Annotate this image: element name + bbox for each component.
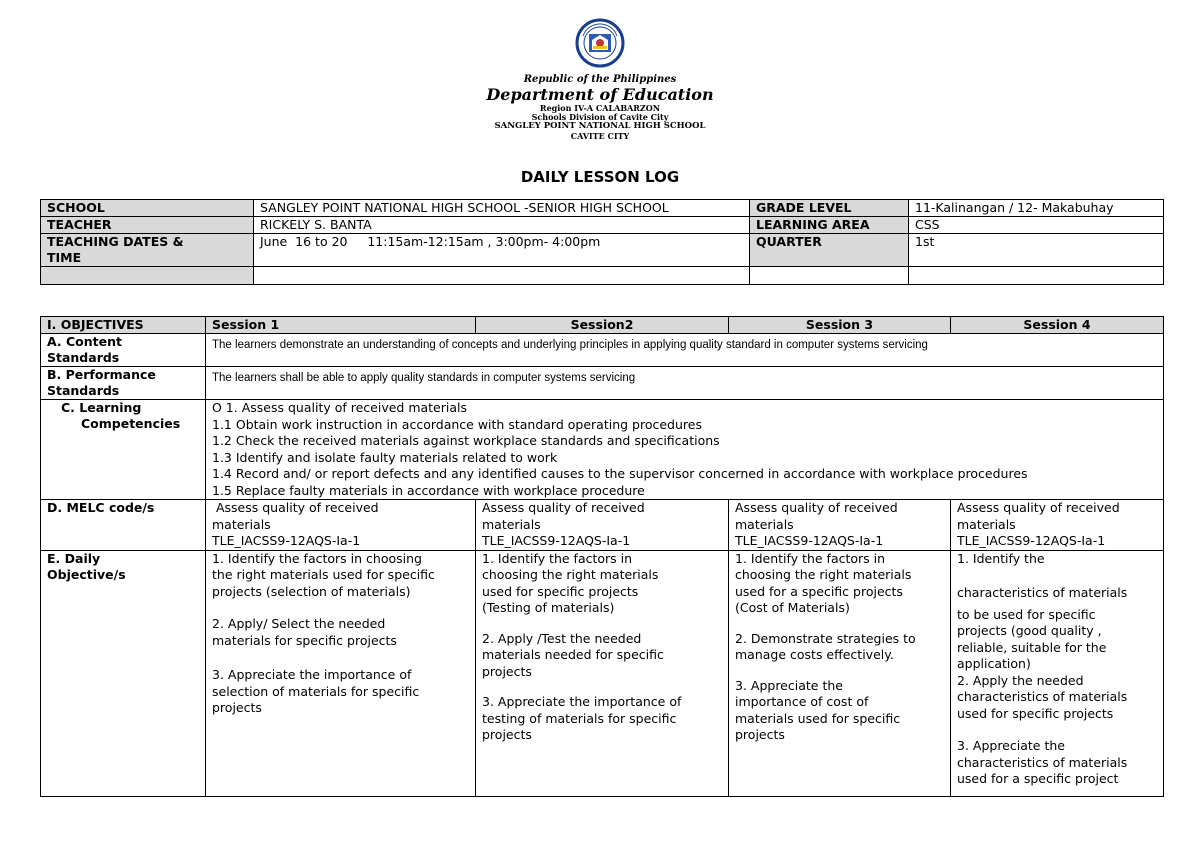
objective-line: testing of materials for specific [482, 710, 677, 726]
empty-cell [909, 267, 1164, 285]
melc-text: materials [212, 516, 271, 532]
content-label-line2: Standards [47, 350, 120, 365]
melc-session-1 [206, 500, 476, 551]
objective-line: materials for specific projects [212, 632, 397, 648]
daily-objectives-label [41, 550, 206, 796]
content-standards-value: The learners demonstrate an understanding of concepts and underlying principles in applying quality standard in computer systems servicing [206, 334, 1164, 367]
melc-code: TLE_IACSS9-12AQS-Ia-1 [212, 533, 361, 548]
melc-session-4 [951, 500, 1164, 551]
objective-line: used for a specific project [957, 771, 1119, 786]
session-4-header: Session 4 [951, 317, 1164, 334]
melc-text: Assess quality of received [957, 500, 1120, 515]
empty-cell [254, 267, 750, 285]
republic-line: Republic of the Philippines [523, 74, 677, 85]
melc-label: D. MELC code/s [41, 500, 206, 551]
melc-code: TLE_IACSS9-12AQS-Ia-1 [957, 533, 1106, 548]
document-header [0, 18, 1200, 140]
school-value: SANGLEY POINT NATIONAL HIGH SCHOOL -SENIOR HIGH SCHOOL [254, 200, 750, 217]
content-standards-label [41, 334, 206, 367]
competencies-label-line1: C. Learning [61, 400, 142, 415]
melc-text: Assess quality of received [735, 500, 898, 515]
melc-text: materials [482, 516, 541, 532]
competencies-label-line2: Competencies [81, 416, 181, 431]
quarter-value: 1st [909, 234, 1164, 267]
daily-session-4 [951, 550, 1164, 796]
objective-line: characteristics of materials [957, 689, 1128, 704]
objective-line: 3. Appreciate the importance of [482, 694, 682, 709]
dates-label [41, 234, 254, 267]
objective-line: selection of materials for specific [212, 683, 420, 699]
competency-item: 1.3 Identify and isolate faulty materials related to work [212, 449, 558, 465]
daily-label-line2: Objective/s [47, 566, 126, 582]
competency-item: 1.5 Replace faulty materials in accordance with workplace procedure [212, 482, 645, 498]
dates-label-line1: TEACHING DATES & [47, 234, 184, 249]
area-value: CSS [909, 217, 1164, 234]
quarter-label: QUARTER [750, 234, 909, 267]
objective-line: the right materials used for specific [212, 567, 435, 582]
melc-code: TLE_IACSS9-12AQS-Ia-1 [482, 533, 631, 548]
objective-line: projects [482, 663, 532, 679]
competencies-label [41, 400, 206, 500]
objective-line: characteristics of materials [957, 754, 1128, 770]
session-1-header: Session 1 [206, 317, 476, 334]
daily-session-1 [206, 550, 476, 796]
content-label-line1: A. Content [47, 334, 122, 349]
objective-line: 2. Apply the needed [957, 672, 1084, 688]
objective-line: 3. Appreciate the importance of [212, 667, 412, 682]
empty-cell [41, 267, 254, 285]
competencies-list [206, 400, 1164, 500]
competency-item: 1.4 Record and/ or report defects and any identified causes to the supervisor concerned in accordance with workplace procedures [212, 466, 1028, 481]
grade-value: 11-Kalinangan / 12- Makabuhay [909, 200, 1164, 217]
school-line: SANGLEY POINT NATIONAL HIGH SCHOOL [494, 121, 706, 132]
objectives-header: I. OBJECTIVES [41, 317, 206, 334]
objective-line: (Cost of Materials) [735, 600, 850, 615]
objective-line: application) [957, 656, 1031, 671]
teacher-value: RICKELY S. BANTA [254, 217, 750, 234]
objective-line: importance of cost of [735, 694, 869, 709]
objective-line: projects [212, 700, 262, 715]
teacher-label: TEACHER [41, 217, 254, 234]
melc-text: Assess quality of received [212, 500, 379, 515]
department-line: Department of Education [486, 84, 714, 104]
objective-line: 3. Appreciate the [735, 677, 843, 693]
objective-line: (Testing of materials) [482, 600, 615, 615]
objective-line: used for a specific projects [735, 583, 903, 599]
objective-line: characteristics of materials [957, 585, 1128, 600]
melc-session-2 [476, 500, 729, 551]
performance-label-line2: Standards [47, 383, 120, 398]
city-line: CAVITE CITY [570, 132, 630, 141]
area-label: LEARNING AREA [750, 217, 909, 234]
division-line: Schools Division of Cavite City [531, 112, 669, 123]
objective-line: 1. Identify the factors in choosing [212, 550, 422, 566]
objective-line: projects (good quality , [957, 623, 1102, 638]
empty-cell [750, 267, 909, 285]
objective-line: reliable, suitable for the [957, 639, 1107, 655]
document-title: DAILY LESSON LOG [520, 168, 680, 186]
objective-line: to be used for specific [957, 606, 1096, 622]
melc-code: TLE_IACSS9-12AQS-Ia-1 [735, 533, 884, 548]
daily-session-3 [729, 550, 951, 796]
objective-line: 3. Appreciate the [957, 738, 1065, 753]
melc-text: materials [735, 516, 794, 532]
performance-standards-value: The learners shall be able to apply quality standards in computer systems servicing [206, 367, 1164, 400]
objective-line: choosing the right materials [482, 567, 659, 582]
session-2-header: Session2 [476, 317, 729, 334]
dates-label-line2: TIME [47, 250, 82, 265]
competency-item: 1.2 Check the received materials against workplace standards and specifications [212, 433, 720, 448]
info-table [40, 199, 1164, 285]
deped-seal-icon [575, 18, 625, 68]
performance-label-line1: B. Performance [47, 367, 156, 382]
objective-line: projects (selection of materials) [212, 583, 411, 599]
melc-session-3 [729, 500, 951, 551]
region-line: Region IV-A CALABARZON [539, 102, 661, 113]
objective-line: projects [482, 727, 532, 742]
objective-line: materials used for specific [735, 710, 901, 726]
objective-line: 1. Identify the factors in [482, 550, 633, 566]
competency-item: 1.1 Obtain work instruction in accordance with standard operating procedures [212, 416, 702, 432]
melc-text: Assess quality of received [482, 500, 645, 515]
objective-line: manage costs effectively. [735, 647, 894, 662]
objective-line: materials needed for specific [482, 647, 664, 662]
daily-session-2 [476, 550, 729, 796]
objective-line: projects [735, 727, 785, 742]
objective-line: choosing the right materials [735, 567, 912, 582]
objective-line: 2. Apply /Test the needed [482, 630, 642, 646]
objective-line: 1. Identify the [957, 550, 1045, 566]
objective-line: 2. Apply/ Select the needed [212, 616, 386, 631]
session-3-header: Session 3 [729, 317, 951, 334]
objective-line: 1. Identify the factors in [735, 550, 886, 566]
competency-item: O 1. Assess quality of received materials [212, 400, 468, 415]
melc-text: materials [957, 516, 1016, 532]
objectives-table [40, 316, 1164, 797]
objective-line: 2. Demonstrate strategies to [735, 630, 916, 646]
objective-line: used for specific projects [957, 705, 1114, 721]
daily-label-line1: E. Daily [47, 550, 101, 566]
grade-label: GRADE LEVEL [750, 200, 909, 217]
performance-standards-label [41, 367, 206, 400]
school-label: SCHOOL [41, 200, 254, 217]
objective-line: used for specific projects [482, 583, 639, 599]
dates-value: June 16 to 20 11:15am-12:15am , 3:00pm- 4:00pm [254, 234, 750, 267]
